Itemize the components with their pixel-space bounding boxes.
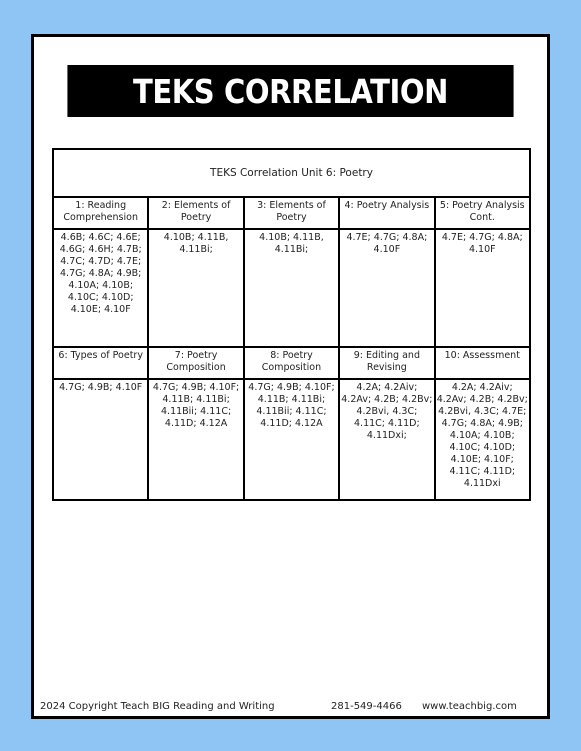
column-header-lesson-2: 2: Elements of Poetry	[148, 197, 243, 229]
column-header-lesson-8: 8: Poetry Composition	[244, 347, 339, 379]
standards-cell-lesson-3: 4.10B; 4.11B, 4.11Bi;	[244, 229, 339, 347]
standards-cell-lesson-5: 4.7E; 4.7G; 4.8A; 4.10F	[435, 229, 530, 347]
footer-website[interactable]: www.teachbig.com	[422, 701, 517, 712]
column-header-lesson-1: 1: Reading Comprehension	[53, 197, 148, 229]
footer-copyright: 2024 Copyright Teach BIG Reading and Writing	[40, 701, 275, 712]
column-header-lesson-4: 4: Poetry Analysis	[339, 197, 434, 229]
table-row	[53, 229, 530, 347]
table-row	[53, 197, 530, 229]
standards-cell-lesson-10: 4.2A; 4.2Aiv; 4.2Av; 4.2B; 4.2Bv; 4.2Bvi, 4.3C; 4.7E; 4.7G; 4.8A; 4.9B; 4.10A; 4.10B; 4.10C; 4.10D; 4.10E; 4.10F; 4.11C; 4.11D; 4.11Dxi	[435, 379, 530, 500]
column-header-lesson-10: 10: Assessment	[435, 347, 530, 379]
table-row	[53, 347, 530, 379]
teks-correlation-table	[52, 148, 531, 501]
standards-cell-lesson-7: 4.7G; 4.9B; 4.10F; 4.11B; 4.11Bi; 4.11Bii; 4.11C; 4.11D; 4.12A	[148, 379, 243, 500]
column-header-lesson-9: 9: Editing and Revising	[339, 347, 434, 379]
column-header-lesson-5: 5: Poetry Analysis Cont.	[435, 197, 530, 229]
standards-cell-lesson-8: 4.7G; 4.9B; 4.10F; 4.11B; 4.11Bi; 4.11Bii; 4.11C; 4.11D; 4.12A	[244, 379, 339, 500]
standards-cell-lesson-1: 4.6B; 4.6C; 4.6E; 4.6G; 4.6H; 4.7B; 4.7C; 4.7D; 4.7E; 4.7G; 4.8A; 4.9B; 4.10A; 4.10B; 4.10C; 4.10D; 4.10E; 4.10F	[53, 229, 148, 347]
table-caption: TEKS Correlation Unit 6: Poetry	[53, 149, 530, 197]
document-page	[31, 34, 550, 719]
standards-cell-lesson-4: 4.7E; 4.7G; 4.8A; 4.10F	[339, 229, 434, 347]
table-row	[53, 379, 530, 500]
standards-cell-lesson-2: 4.10B; 4.11B, 4.11Bi;	[148, 229, 243, 347]
column-header-lesson-7: 7: Poetry Composition	[148, 347, 243, 379]
column-header-lesson-6: 6: Types of Poetry	[53, 347, 148, 379]
page-title: TEKS CORRELATION	[67, 65, 513, 117]
standards-cell-lesson-6: 4.7G; 4.9B; 4.10F	[53, 379, 148, 500]
column-header-lesson-3: 3: Elements of Poetry	[244, 197, 339, 229]
footer-phone: 281-549-4466	[331, 701, 402, 712]
standards-cell-lesson-9: 4.2A; 4.2Aiv; 4.2Av; 4.2B; 4.2Bv; 4.2Bvi, 4.3C; 4.11C; 4.11D; 4.11Dxi;	[339, 379, 434, 500]
